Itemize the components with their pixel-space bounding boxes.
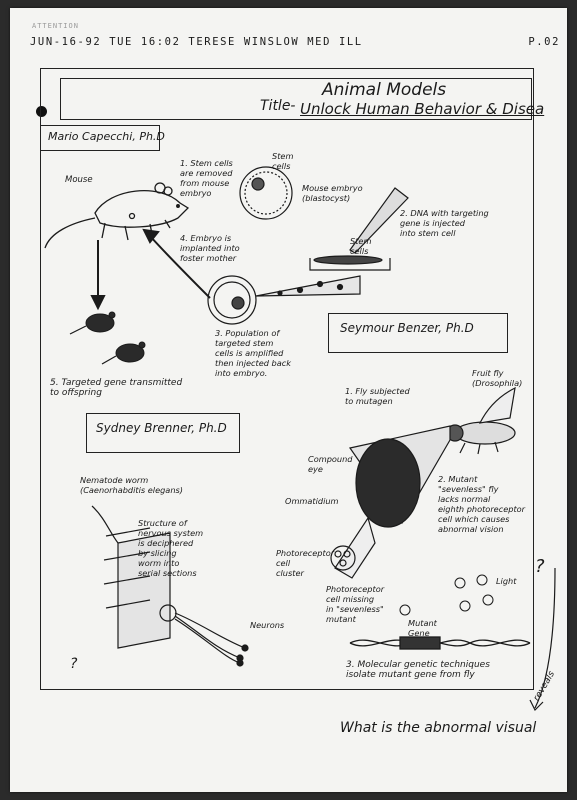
compound-eye-label: Compound eye <box>308 454 353 474</box>
fruit-fly-label: Fruit fly (Drosophila) <box>472 368 523 388</box>
benzer-name: Seymour Benzer, Ph.D <box>340 321 474 335</box>
neurons-label: Neurons <box>250 620 285 630</box>
capecchi-name: Mario Capecchi, Ph.D <box>48 130 165 143</box>
fax-header-text: JUN-16-92 TUE 16:02 TERESE WINSLOW MED ILL <box>30 36 363 48</box>
stem-cells-label: Stem cells <box>272 151 294 171</box>
mutant-flies <box>400 575 493 615</box>
bottom-note: What is the abnormal visual <box>340 720 537 736</box>
title-line1: Animal Models <box>322 80 447 100</box>
fly-step2: 2. Mutant "sevenless" fly lacks normal eighth photoreceptor cell which causes abnormal vision <box>438 474 526 534</box>
fax-faint-line: ATTENTION <box>32 22 79 30</box>
offspring-mice <box>70 312 145 364</box>
fax-page <box>10 8 567 792</box>
mouse-drawing <box>45 183 188 248</box>
fly-step1: 1. Fly subjected to mutagen <box>345 386 410 406</box>
compound-eye-drawing <box>331 426 450 578</box>
brenner-name: Sydney Brenner, Ph.D <box>96 421 227 435</box>
mouse-step5: 5. Targeted gene transmitted to offspring <box>50 378 183 398</box>
stem-cells2-label: Stem cells <box>350 236 372 256</box>
title-prefix: Title- <box>260 98 296 114</box>
ommatidium-label: Ommatidium <box>285 496 339 506</box>
nematode-label: Nematode worm (Caenorhabditis elegans) <box>80 475 183 495</box>
question-mark-left: ? <box>70 656 78 672</box>
structure-label: Structure of nervous system is deciphered by slicing worm into serial sections <box>138 518 204 578</box>
side-note: reveals <box>532 669 558 703</box>
fax-page-number: P.02 <box>528 36 560 48</box>
blastocyst-drawing <box>240 167 292 219</box>
embryo-label: Mouse embryo (blastocyst) <box>302 183 363 203</box>
dna-helix <box>350 637 530 649</box>
mutant-gene-label: Mutant Gene <box>408 618 437 638</box>
mouse-step1: 1. Stem cells are removed from mouse embryo <box>180 158 233 198</box>
fruit-fly-drawing <box>447 388 515 454</box>
mouse-step3: 3. Population of targeted stem cells is amplified then injected back into embryo. <box>215 328 292 378</box>
offspring-arrow <box>92 240 104 308</box>
photoreceptor-label: Photoreceptor cell cluster <box>276 548 335 578</box>
light-label: Light <box>496 576 517 586</box>
fly-step3: 3. Molecular genetic techniques isolate mutant gene from fly <box>346 660 490 680</box>
missing-cell-label: Photoreceptor cell missing in "sevenless" mutant <box>326 584 385 624</box>
mouse-label: Mouse <box>65 175 93 185</box>
title-line2: Unlock Human Behavior & Disea <box>300 100 545 118</box>
amplified-cells <box>208 276 360 324</box>
question-mark-right: ? <box>535 556 545 577</box>
mouse-step2: 2. DNA with targeting gene is injected into stem cell <box>400 208 489 238</box>
mouse-step4: 4. Embryo is implanted into foster mother <box>180 233 240 263</box>
